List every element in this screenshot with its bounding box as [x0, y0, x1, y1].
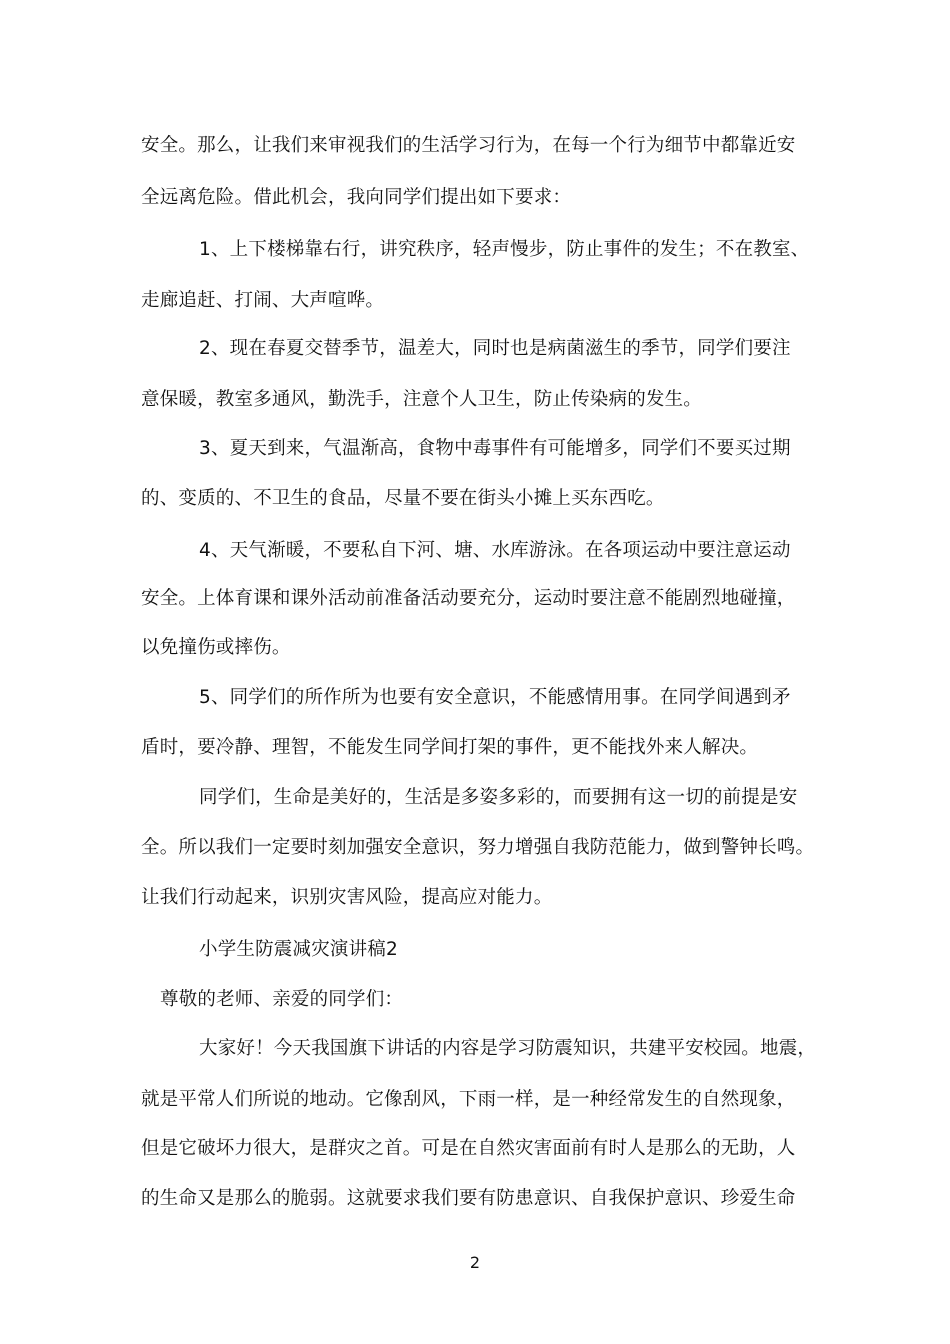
- text-line: 以免撞伤或摔伤。: [141, 637, 291, 658]
- text-line: 让我们行动起来，识别灾害风险，提高应对能力。: [141, 887, 553, 908]
- text-line: 安全。那么，让我们来审视我们的生活学习行为，在每一个行为细节中都靠近安: [141, 135, 796, 156]
- text-line: 2、现在春夏交替季节，温差大，同时也是病菌滋生的季节，同学们要注: [199, 338, 791, 359]
- text-line: 全远离危险。借此机会，我向同学们提出如下要求：: [141, 187, 572, 208]
- text-line: 大家好！今天我国旗下讲话的内容是学习防震知识，共建平安校园。地震，: [199, 1038, 817, 1059]
- text-line: 3、夏天到来，气温渐高，食物中毒事件有可能增多，同学们不要买过期: [199, 438, 791, 459]
- text-line: 盾时，要冷静、理智，不能发生同学间打架的事件，更不能找外来人解决。: [141, 737, 759, 758]
- text-line: 5、同学们的所作所为也要有安全意识，不能感情用事。在同学间遇到矛: [199, 687, 791, 708]
- text-line: 1、上下楼梯靠右行，讲究秩序，轻声慢步，防止事件的发生；不在教室、: [199, 239, 810, 260]
- salutation: 尊敬的老师、亲爱的同学们：: [160, 989, 404, 1010]
- text-line: 安全。上体育课和课外活动前准备活动要充分，运动时要注意不能剧烈地碰撞，: [141, 588, 796, 609]
- text-line: 的、变质的、不卫生的食品，尽量不要在街头小摊上买东西吃。: [141, 488, 665, 509]
- section-heading: 小学生防震减灾演讲稿2: [199, 939, 398, 960]
- text-line: 但是它破坏力很大，是群灾之首。可是在自然灾害面前有时人是那么的无助，人: [141, 1138, 796, 1159]
- page-number: 2: [469, 1253, 481, 1272]
- text-line: 的生命又是那么的脆弱。这就要求我们要有防患意识、自我保护意识、珍爱生命: [141, 1188, 796, 1209]
- text-line: 同学们，生命是美好的，生活是多姿多彩的，而要拥有这一切的前提是安: [199, 787, 798, 808]
- text-line: 全。所以我们一定要时刻加强安全意识，努力增强自我防范能力，做到警钟长鸣。: [141, 837, 815, 858]
- text-line: 就是平常人们所说的地动。它像刮风，下雨一样，是一种经常发生的自然现象，: [141, 1089, 796, 1110]
- text-line: 4、天气渐暖，不要私自下河、塘、水库游泳。在各项运动中要注意运动: [199, 540, 791, 561]
- text-line: 意保暖，教室多通风，勤洗手，注意个人卫生，防止传染病的发生。: [141, 389, 703, 410]
- text-line: 走廊追赶、打闹、大声喧哗。: [141, 290, 385, 311]
